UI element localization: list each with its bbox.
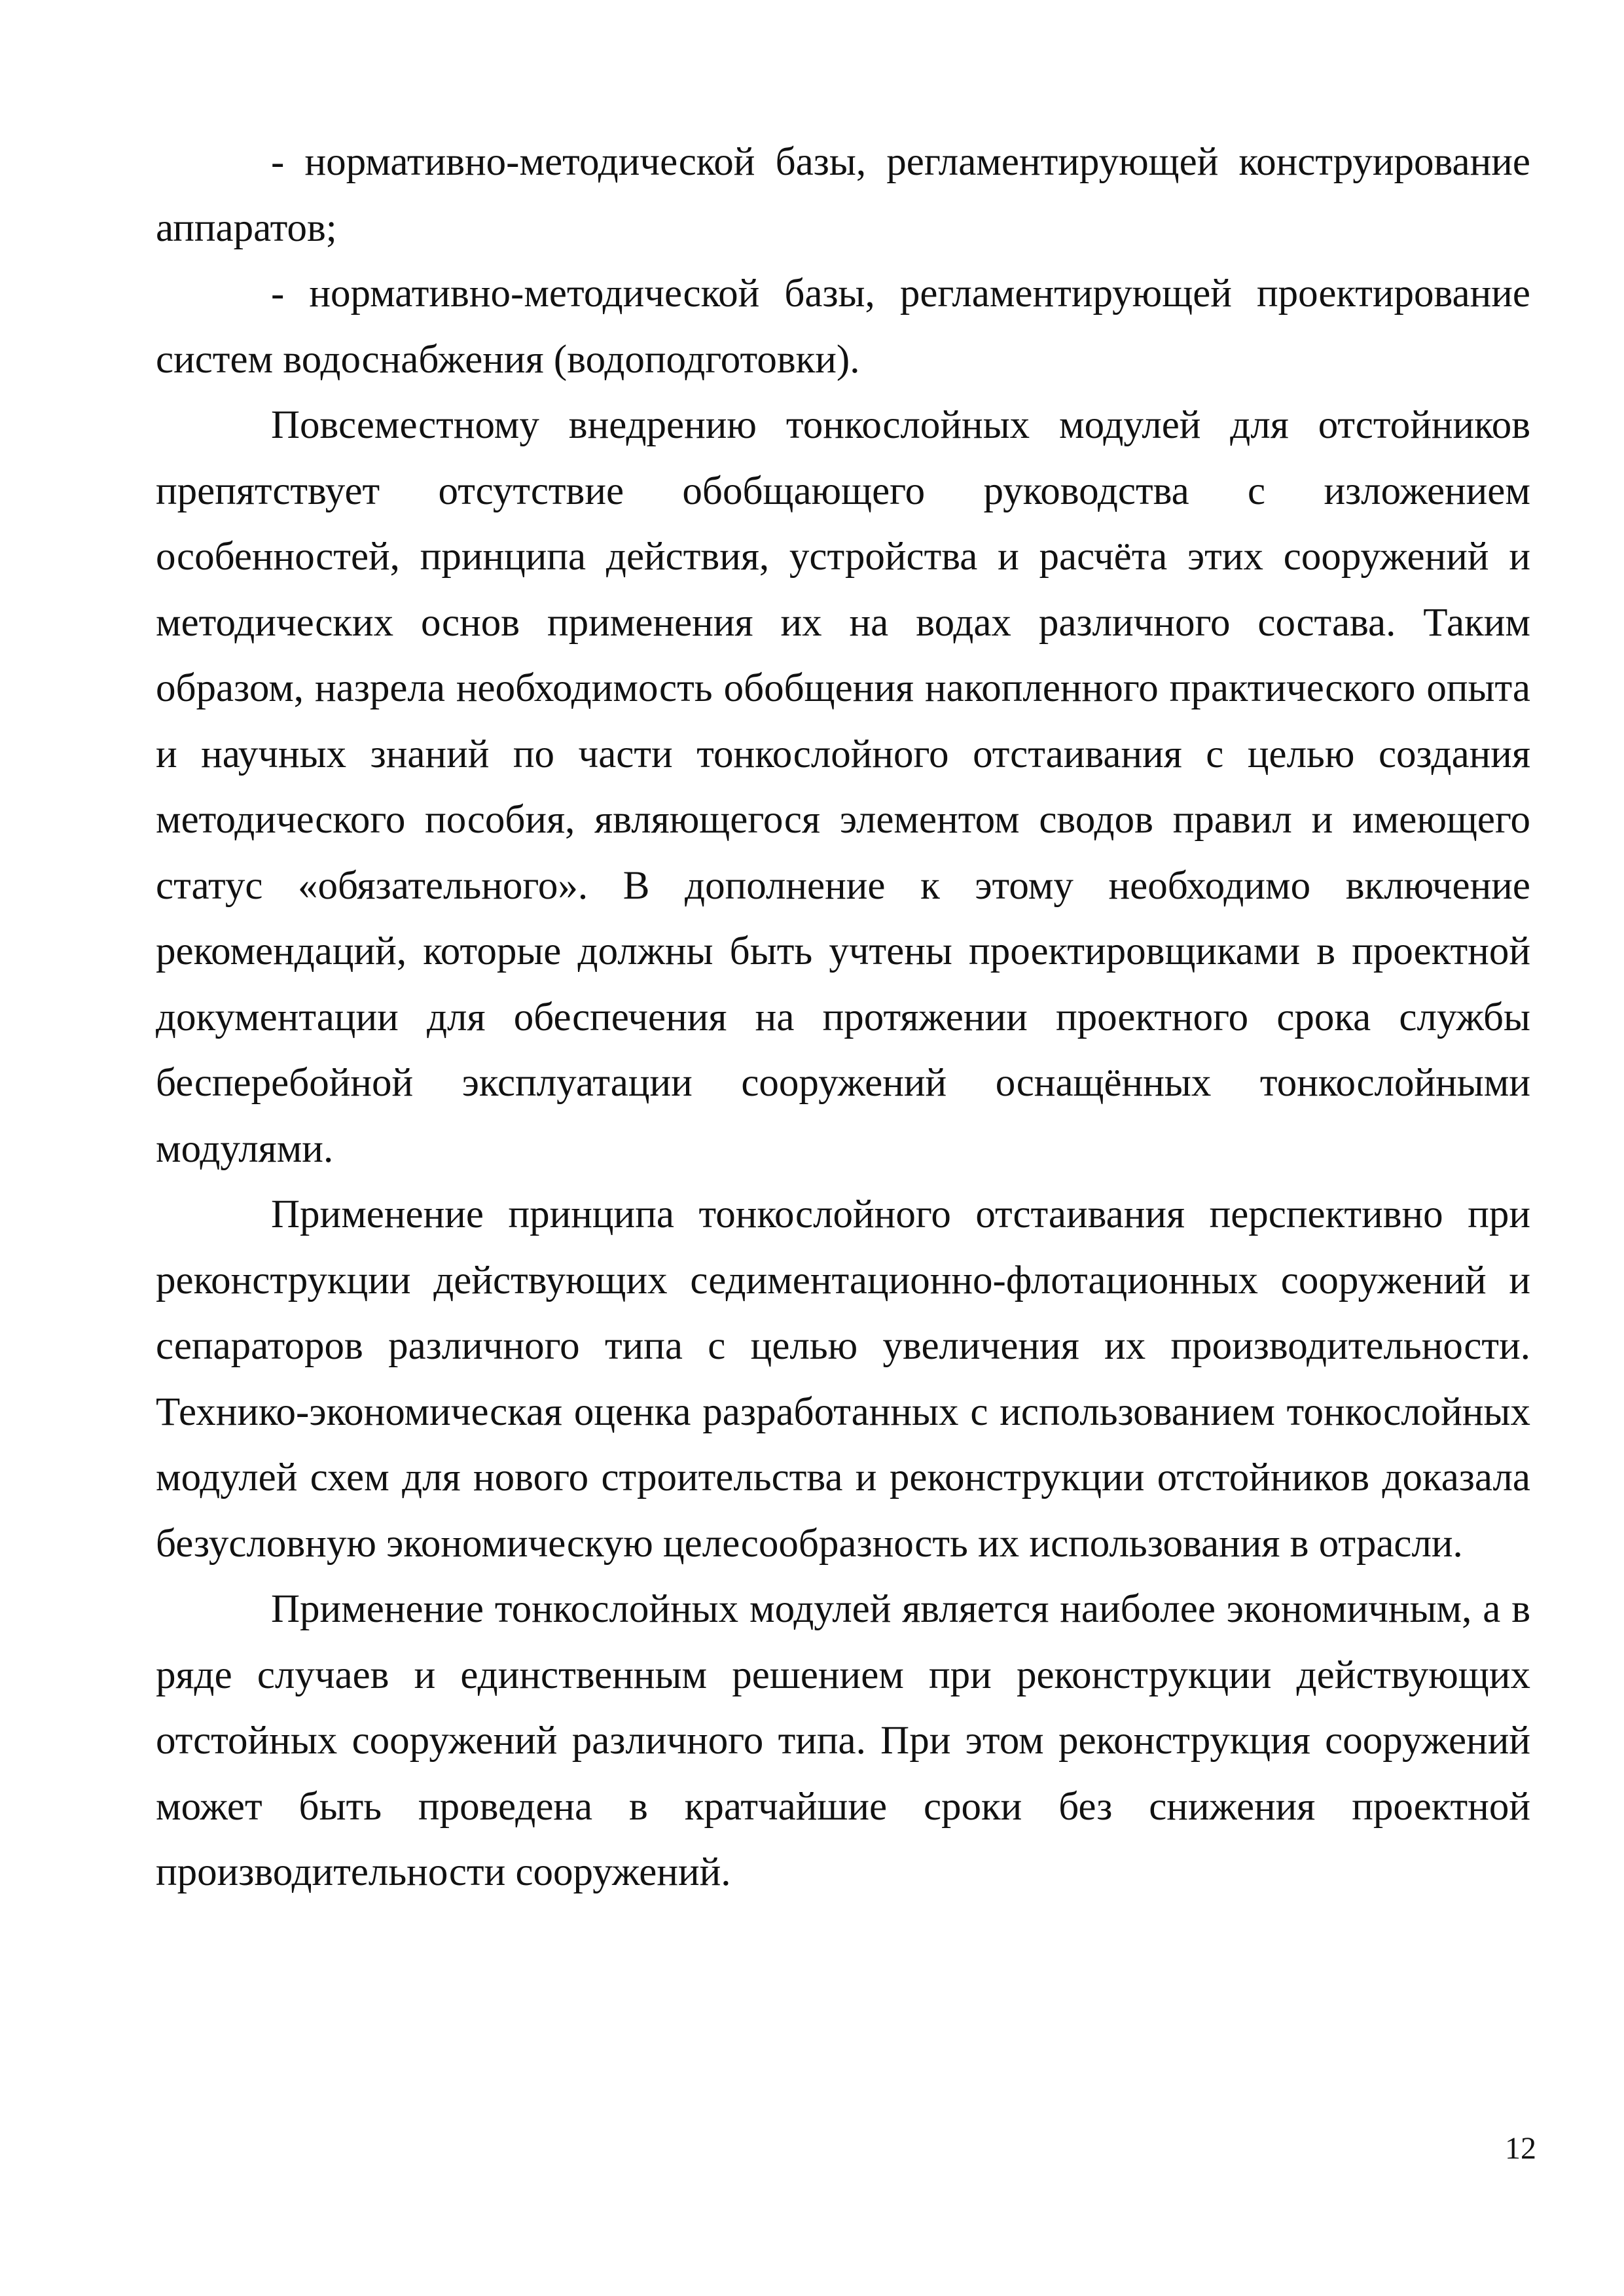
body-text xyxy=(156,130,1530,1906)
list-item-water-supply-design: - нормативно-методической базы, регламентирующей проектирование систем водоснабжения (водоподготовки). xyxy=(156,272,1530,382)
paragraph-lack-of-guidance: Повсеместному внедрению тонкослойных модулей для отстойников препятствует отсутствие обобщающего руководства с изложением особенностей, принципа действия, устройства и расчёта этих сооружений и методических основ применения их на водах различного состава. Таким образом, назрела необходимость обобщения накопленного практического опыта и научных знаний по части тонкослойного отстаивания с целью создания методического пособия, являющегося элементом сводов правил и имеющего статус «обязательного». В дополнение к этому необходимо включение рекомендаций, которые должны быть учтены проектировщиками в проектной документации для обеспечения на протяжении проектного срока службы бесперебойной эксплуатации сооружений оснащённых тонкослойными модулями. xyxy=(156,403,1530,1171)
paragraph-reconstruction-prospects: Применение принципа тонкослойного отстаивания перспективно при реконструкции действующих седиментационно-флотационных сооружений и сепараторов различного типа с целью увеличения их производительности. Технико-экономическая оценка разработанных с использованием тонкослойных модулей схем для нового строительства и реконструкции отстойников доказала безусловную экономическую целесообразность их использования в отрасли. xyxy=(156,1193,1530,1566)
page-number: 12 xyxy=(1505,2131,1536,2166)
paragraph-economic-efficiency: Применение тонкослойных модулей является наиболее экономичным, а в ряде случаев и единственным решением при реконструкции действующих отстойных сооружений различного типа. При этом реконструкция сооружений может быть проведена в кратчайшие сроки без снижения проектной производительности сооружений. xyxy=(156,1587,1530,1894)
list-item-apparatus-design: - нормативно-методической базы, регламентирующей конструирование аппаратов; xyxy=(156,140,1530,250)
